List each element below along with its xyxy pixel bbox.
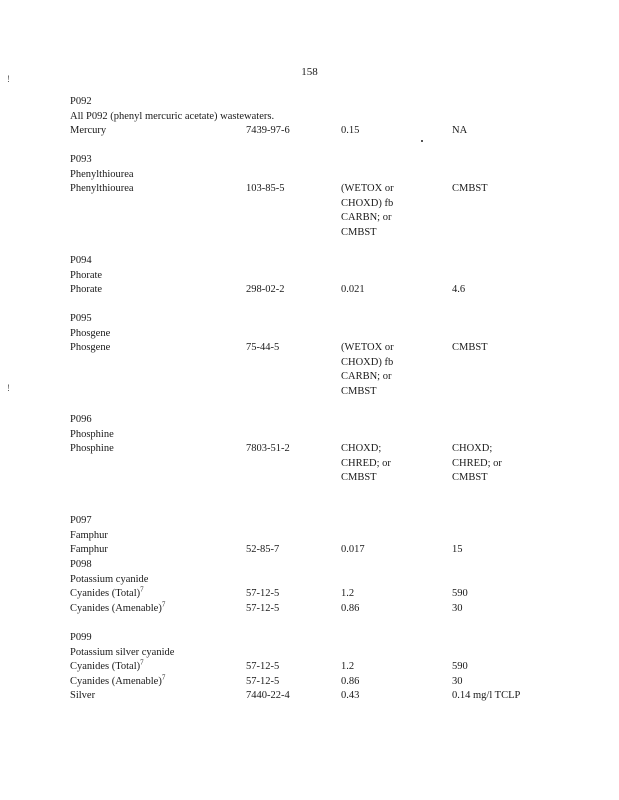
wastewater-standard-line: 0.021 — [341, 284, 365, 295]
constituent-cell — [70, 341, 246, 399]
waste-description: Potassium cyanide — [70, 573, 149, 585]
nonwastewater-standard — [452, 543, 582, 558]
cas-number: 57-12-5 — [246, 675, 280, 687]
nonwastewater-standard — [452, 283, 582, 298]
table-row — [70, 660, 590, 675]
wastewater-standard-line: 0.017 — [341, 544, 365, 555]
constituent-name: Cyanides (Amenable) — [70, 602, 162, 614]
waste-section-p098 — [70, 558, 590, 616]
nonwastewater-standard-line: 590 — [452, 588, 468, 599]
cas-number: 75-44-5 — [246, 342, 280, 353]
nonwastewater-standard — [452, 689, 582, 704]
wastewater-standard-line: CARBN; or — [341, 371, 392, 382]
table-row — [70, 675, 590, 690]
waste-code: P096 — [70, 414, 92, 425]
footnote-marker: 7 — [161, 673, 166, 681]
waste-code: P092 — [70, 96, 92, 107]
constituent-cell — [70, 283, 246, 298]
wastewater-standard — [341, 689, 452, 704]
nonwastewater-standard — [452, 124, 582, 139]
nonwastewater-standard-line: 590 — [452, 661, 468, 672]
constituent-cell — [70, 124, 246, 139]
nonwastewater-standard-line: 30 — [452, 602, 463, 614]
wastewater-standard-line: CARBN; or — [341, 212, 392, 223]
nonwastewater-standard — [452, 587, 582, 602]
nonwastewater-standard-line: 0.14 mg/l TCLP — [452, 690, 521, 701]
waste-description: Potassium silver cyanide — [70, 646, 175, 658]
footnote-marker: 7 — [140, 658, 144, 667]
wastewater-standard-line: CHOXD) fb — [341, 356, 394, 368]
nonwastewater-standard — [452, 660, 582, 675]
constituent-cell — [70, 689, 246, 704]
constituent-name: Famphur — [70, 544, 108, 555]
constituent-name: Cyanides (Amenable) — [70, 675, 162, 687]
wastewater-standard-line: CMBST — [341, 472, 377, 483]
wastewater-standard — [341, 543, 452, 558]
stray-dot — [421, 140, 423, 142]
constituent-name: Phosphine — [70, 443, 114, 454]
table-row — [70, 689, 590, 704]
waste-section-p096 — [70, 413, 590, 486]
waste-section-p095 — [70, 312, 590, 399]
wastewater-standard — [341, 124, 452, 139]
cas-number: 57-12-5 — [246, 661, 280, 672]
constituent-name: Silver — [70, 690, 96, 701]
constituent-name: Cyanides (Total) — [70, 588, 141, 599]
waste-section-p097 — [70, 514, 590, 558]
waste-code: P093 — [70, 154, 92, 165]
wastewater-standard-line: 0.86 — [341, 675, 360, 687]
footnote-marker: 7 — [161, 600, 166, 608]
waste-section-p099 — [70, 631, 590, 704]
constituent-cell — [70, 660, 246, 675]
nonwastewater-standard — [452, 675, 582, 690]
waste-code: P097 — [70, 515, 92, 526]
nonwastewater-standard — [452, 341, 582, 399]
waste-section-p094 — [70, 254, 590, 298]
waste-code: P098 — [70, 559, 92, 570]
wastewater-standard — [341, 283, 452, 298]
nonwastewater-standard — [452, 182, 582, 240]
waste-description: Phenylthiourea — [70, 168, 134, 180]
waste-description: Famphur — [70, 529, 108, 541]
nonwastewater-standard-line: CMBST — [452, 472, 488, 483]
waste-description: Phosgene — [70, 327, 111, 339]
footnote-marker: 7 — [140, 585, 144, 594]
waste-code: P095 — [70, 313, 92, 324]
margin-mark: ! — [7, 383, 10, 393]
cas-number: 103-85-5 — [246, 183, 285, 194]
constituent-cell — [70, 587, 246, 602]
cas-number: 7803-51-2 — [246, 443, 290, 454]
wastewater-standard-line: CHRED; or — [341, 457, 391, 469]
nonwastewater-standard-line: 30 — [452, 675, 463, 687]
waste-code: P099 — [70, 632, 92, 643]
wastewater-standard — [341, 341, 452, 399]
wastewater-standard — [341, 442, 452, 486]
wastewater-standard-line: (WETOX or — [341, 342, 394, 353]
cas-number: 7440-22-4 — [246, 690, 290, 701]
table-row — [70, 283, 590, 298]
constituent-name: Phosgene — [70, 342, 111, 353]
cas-number: 57-12-5 — [246, 602, 280, 614]
wastewater-standard-line: 0.43 — [341, 690, 360, 701]
margin-mark: ! — [7, 74, 10, 84]
nonwastewater-standard-line: 4.6 — [452, 284, 466, 295]
constituent-cell — [70, 182, 246, 240]
wastewater-standard-line: CMBST — [341, 385, 377, 397]
wastewater-standard-line: 0.15 — [341, 125, 360, 136]
nonwastewater-standard — [452, 602, 582, 617]
constituent-name: Phenylthiourea — [70, 183, 134, 194]
constituent-name: Phorate — [70, 284, 103, 295]
table-row — [70, 182, 590, 240]
nonwastewater-standard-line: CMBST — [452, 342, 488, 353]
table-row — [70, 543, 590, 558]
wastewater-standard-line: CHOXD) fb — [341, 197, 394, 209]
wastewater-standard-line: 1.2 — [341, 588, 355, 599]
waste-section-p092 — [70, 95, 590, 139]
wastewater-standard-line: CHOXD; — [341, 443, 382, 454]
nonwastewater-standard-line: CHRED; or — [452, 457, 502, 469]
cas-number: 7439-97-6 — [246, 125, 290, 136]
table-row — [70, 341, 590, 399]
constituent-name: Cyanides (Total) — [70, 661, 141, 672]
wastewater-standard-line: 1.2 — [341, 661, 355, 672]
constituent-name: Mercury — [70, 125, 107, 136]
wastewater-standard-line: CMBST — [341, 226, 377, 238]
table-row — [70, 124, 590, 139]
table-row — [70, 587, 590, 602]
nonwastewater-standard-line: CMBST — [452, 183, 488, 194]
waste-description: Phorate — [70, 269, 103, 281]
table-row — [70, 442, 590, 486]
cas-number: 298-02-2 — [246, 284, 285, 295]
wastewater-standard — [341, 182, 452, 240]
constituent-cell — [70, 442, 246, 486]
wastewater-standard — [341, 660, 452, 675]
nonwastewater-standard-line: NA — [452, 125, 468, 136]
constituent-cell — [70, 543, 246, 558]
wastewater-standard-line: (WETOX or — [341, 183, 394, 194]
waste-section-p093 — [70, 153, 590, 240]
constituent-cell — [70, 675, 246, 690]
waste-description: All P092 (phenyl mercuric acetate) wastewaters. — [70, 110, 275, 122]
cas-number: 52-85-7 — [246, 544, 280, 555]
waste-description: Phosphine — [70, 428, 114, 440]
wastewater-standard — [341, 602, 452, 617]
wastewater-standard — [341, 587, 452, 602]
wastewater-standard — [341, 675, 452, 690]
cas-number: 57-12-5 — [246, 588, 280, 599]
nonwastewater-standard — [452, 442, 582, 486]
constituent-cell — [70, 602, 246, 617]
wastewater-standard-line: 0.86 — [341, 602, 360, 614]
nonwastewater-standard-line: 15 — [452, 544, 463, 555]
nonwastewater-standard-line: CHOXD; — [452, 443, 493, 454]
page-number: 158 — [301, 66, 318, 78]
table-row — [70, 602, 590, 617]
waste-code: P094 — [70, 255, 92, 266]
